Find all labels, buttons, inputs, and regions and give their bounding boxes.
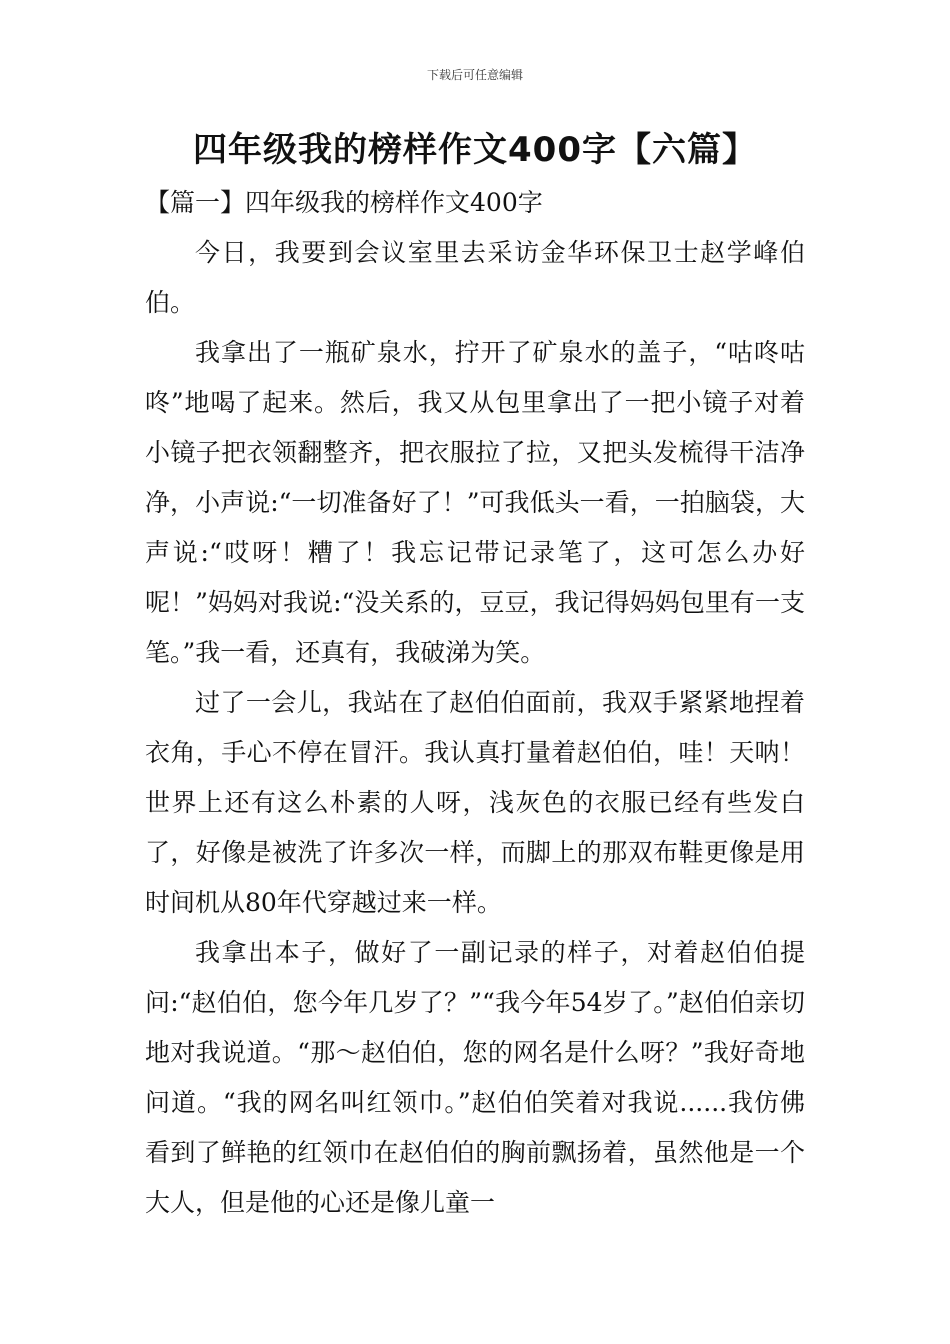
document-body bbox=[145, 178, 805, 1228]
document-title: 四年级我的榜样作文400字【六篇】 bbox=[193, 130, 757, 170]
paragraph: 我拿出了一瓶矿泉水，拧开了矿泉水的盖子，“咕咚咕咚”地喝了起来。然后，我又从包里拿出了一把小镜子对着小镜子把衣领翻整齐，把衣服拉了拉，又把头发梳得干洁净净，小声说:“一切准备好了！”可我低头一看，一拍脑袋，大声说:“哎呀！糟了！我忘记带记录笔了，这可怎么办好呢！”妈妈对我说:“没关系的，豆豆，我记得妈妈包里有一支笔。”我一看，还真有，我破涕为笑。 bbox=[145, 338, 805, 667]
section-heading: 【篇一】四年级我的榜样作文400字 bbox=[145, 188, 543, 217]
paragraph: 过了一会儿，我站在了赵伯伯面前，我双手紧紧地捏着衣角，手心不停在冒汗。我认真打量着赵伯伯，哇！天呐！世界上还有这么朴素的人呀，浅灰色的衣服已经有些发白了，好像是被洗了许多次一样，而脚上的那双布鞋更像是用时间机从80年代穿越过来一样。 bbox=[145, 688, 805, 917]
paragraph: 今日，我要到会议室里去采访金华环保卫士赵学峰伯伯。 bbox=[145, 238, 805, 317]
paragraph: 我拿出本子，做好了一副记录的样子，对着赵伯伯提问:“赵伯伯，您今年几岁了？”“我今年54岁了。”赵伯伯亲切地对我说道。“那～赵伯伯，您的网名是什么呀？”我好奇地问道。“我的网名叫红领巾。”赵伯伯笑着对我说......我仿佛看到了鲜艳的红领巾在赵伯伯的胸前飘扬着，虽然他是一个大人，但是他的心还是像儿童一 bbox=[145, 938, 805, 1217]
header-note: 下载后可任意编辑 bbox=[426, 68, 523, 82]
